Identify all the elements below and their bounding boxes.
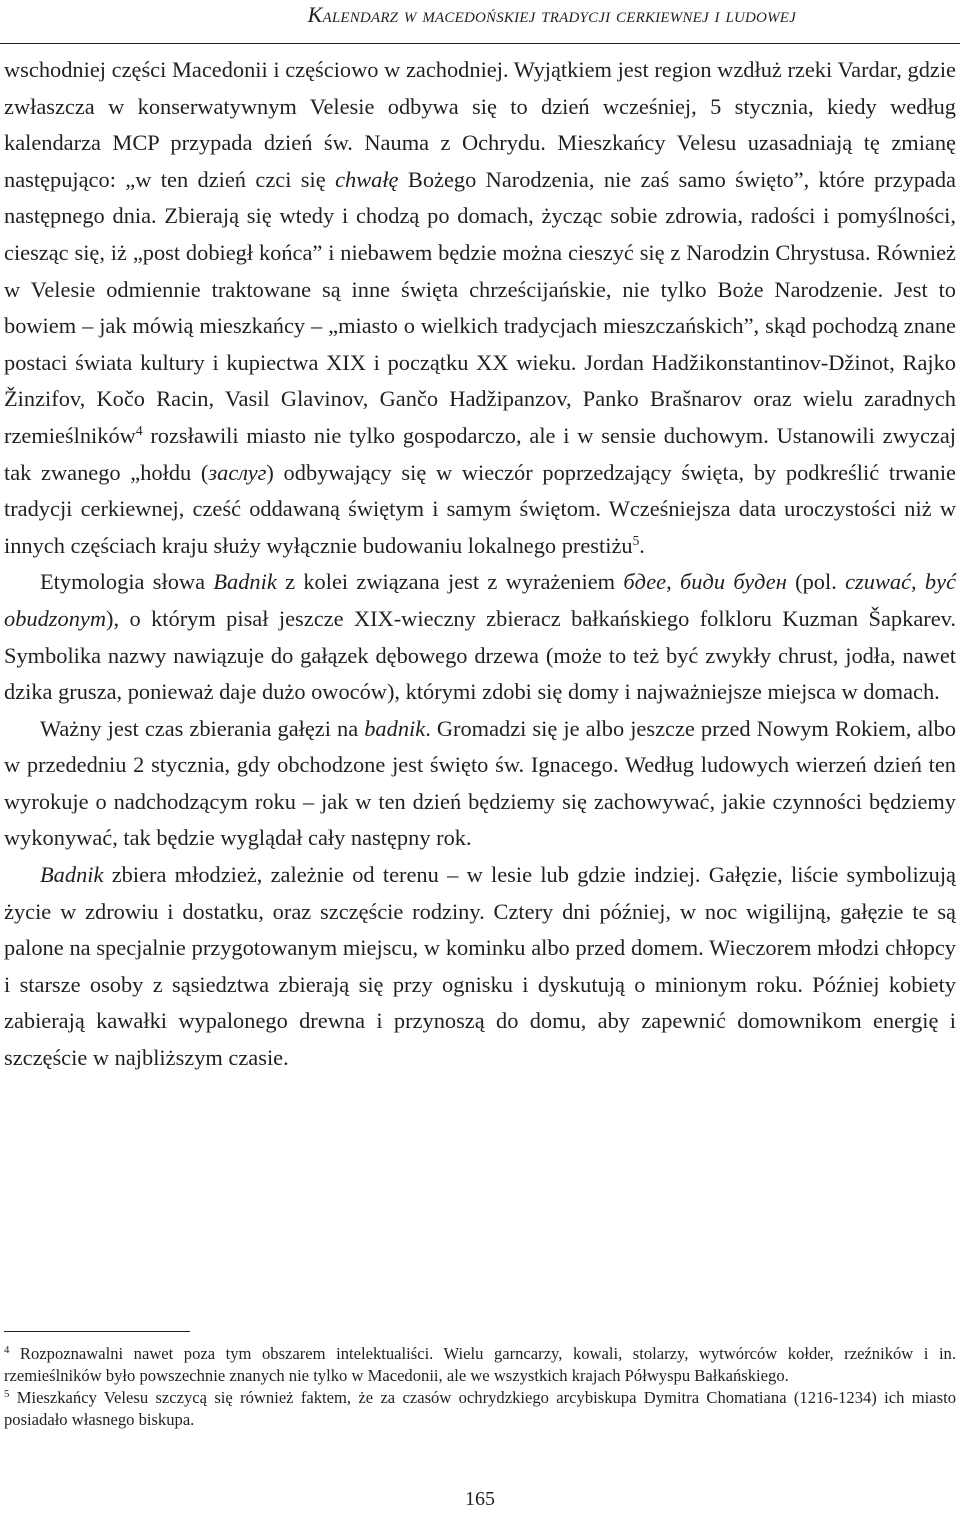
footnote-5	[4, 1387, 956, 1431]
running-header	[0, 0, 960, 44]
running-title: Kalendarz w macedońskiej tradycji cerkiewnej i ludowej	[307, 2, 796, 27]
text-run: ,	[666, 569, 681, 595]
text-run: . Gromadzi się je albo jeszcze przed Nowym Rokiem, albo w przededniu 2 stycznia, gdy obchodzone jest święto św. Ignacego. Według ludowych wierzeń dzień ten wyrokuje o nadchodzącym roku – jak w ten dzień będziemy się zachowywać, jakie czynności będziemy wykonywać, tak będzie wyglądał cały następny rok.	[4, 715, 956, 851]
page-number: 165	[465, 1488, 495, 1510]
paragraph-4	[4, 857, 956, 1077]
text-run: Ważny jest czas zbierania gałęzi na	[40, 715, 365, 741]
italic-term: badnik	[364, 715, 426, 741]
main-text	[4, 52, 956, 1077]
text-run: ) odbywający się w wieczór poprzedzający święta, by podkreślić trwanie tradycji cerkiewnej, cześć oddawaną świętym i samym świętom. Wcześniejsza data uroczystości niż w innych częściach kraju służy wyłącznie budowaniu lokalnego prestiżu	[4, 459, 956, 558]
text-run: z kolei związana jest z wyrażeniem	[276, 569, 624, 595]
footnote-marker: 5	[4, 1388, 10, 1401]
text-run: zbiera młodzież, zależnie od terenu – w lesie lub gdzie indziej. Gałęzie, liście symbolizują życie w zdrowiu i dostatku, oraz szczęście rodziny. Cztery dni później, w noc wigilijną, gałęzie te są palone na specjalnie przygotowanym miejscu, w kominku albo przed domem. Wieczorem młodzi chłopcy i starsze osoby z sąsiedztwa zbierają się przy ognisku i dyskutują o minionym roku. Później kobiety zabierają kawałki wypalonego drewna i przynoszą do domu, aby zapewnić domownikom energię i szczęście w najbliższym czasie.	[4, 862, 956, 1071]
italic-term: czuwać, być obudzonym	[4, 569, 957, 631]
footnote-ref-4: 4	[135, 422, 143, 438]
italic-term: заслуг	[208, 459, 267, 485]
footnote-marker: 4	[4, 1344, 10, 1357]
footnote-4	[4, 1343, 956, 1387]
paragraph-2	[4, 564, 956, 710]
footnote-text: Rozpoznawalni nawet poza tym obszarem intelektualiści. Wielu garncarzy, kowali, stolarzy, wytwórców kołder, rzeźników i in. rzemieślników było powszechnie znanych nie tylko w Macedonii, ale we wszystkich krajach Półwyspu Bałkańskiego.	[4, 1344, 956, 1385]
text-run: ), o którym pisał jeszcze XIX-wieczny zbieracz bałkańskiego folkloru Kuzman Šapkarev. Symbolika nazwy nawiązuje do gałązek dębowego drzewa (może to też być zwykły chrust, jodła, nawet dzika grusza, ponieważ daje dużo owoców), którymi zdobi się domy i najważniejsze miejsca w domach.	[4, 605, 956, 705]
italic-term: бдее	[623, 569, 667, 595]
text-run: Bożego Narodzenia, nie zaś samo święto”, które przypada następnego dnia. Zbierają się wtedy i chodzą po domach, życząc sobie zdrowia, radości i pomyślności, ciesząc się, iż „post dobiegł końca” i niebawem będzie można cieszyć się z Narodzin Chrystusa. Również w Velesie odmiennie traktowane są inne święta chrześcijańskie, nie tylko Boże Narodzenie. Jest to bowiem – jak mówią mieszkańcy – „miasto o wielkich tradycjach mieszczańskich”, skąd pochodzą znane postaci świata kultury i kupiectwa XIX i początku XX wieku. Jordan Hadžikonstantinov-Džinot, Rajko Žinzifov, Kočo Racin, Vasil Glavinov, Gančo Hadžipanzov, Panko Brašnarov oraz wielu zaradnych rzemieślników	[4, 166, 956, 448]
paragraph-1	[4, 52, 956, 564]
italic-term: Badnik	[40, 862, 104, 888]
footnote-divider	[4, 1331, 190, 1332]
text-run: rozsławili miasto nie tylko gospodarczo, ale i w sensie duchowym. Ustanowili zwyczaj tak zwanego „hołdu (	[4, 422, 956, 485]
text-run: Etymologia słowa	[40, 569, 214, 595]
text-run: wschodniej części Macedonii i częściowo w zachodniej. Wyjątkiem jest region wzdłuż rzeki Vardar, gdzie zwłaszcza w konserwatywnym Velesie odbywa się to dzień wcześniej, 5 stycznia, kiedy według kalendarza MCP przypada dzień św. Nauma z Ochrydu. Mieszkańcy Velesu uzasadniają tę zmianę następująco: „w ten dzień czci się	[4, 57, 956, 192]
footnotes	[4, 1343, 956, 1431]
paragraph-3	[4, 711, 956, 857]
footnote-text: Mieszkańcy Velesu szczycą się również faktem, że za czasów ochrydzkiego arcybiskupa Dymitra Chomatiana (1216-1234) ich miasto posiadało własnego biskupa.	[4, 1388, 956, 1429]
footnote-ref-5: 5	[632, 532, 640, 548]
italic-term: Badnik	[213, 569, 277, 595]
italic-term: chwałę	[335, 166, 399, 192]
text-run: (pol.	[786, 569, 846, 595]
italic-term: биди буден	[680, 569, 787, 595]
text-run: .	[639, 532, 645, 558]
